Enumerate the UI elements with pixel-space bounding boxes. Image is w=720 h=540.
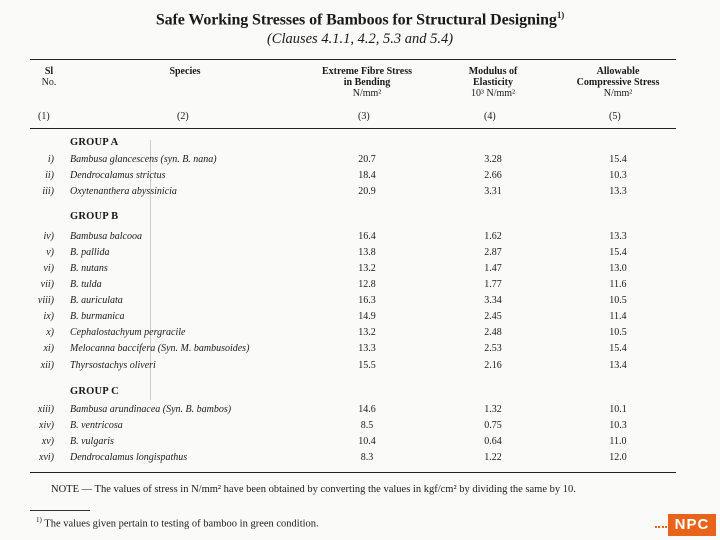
table-row	[0, 404, 720, 420]
row-fibre-stress: 20.9	[358, 186, 376, 197]
column-number-3: (3)	[358, 111, 370, 122]
row-number: i)	[47, 154, 54, 165]
logo-dash	[655, 526, 667, 528]
row-compressive: 10.5	[609, 295, 627, 306]
row-species: B. tulda	[70, 279, 102, 290]
row-number: vi)	[43, 263, 54, 274]
row-fibre-stress: 8.3	[360, 452, 374, 463]
table-subtitle: (Clauses 4.1.1, 4.2, 5.3 and 5.4)	[266, 31, 454, 47]
row-number: xii)	[40, 360, 54, 371]
row-species: Bambusa balcooa	[70, 231, 142, 242]
row-compressive: 13.3	[609, 186, 627, 197]
table-row	[0, 452, 720, 468]
row-modulus: 1.22	[484, 452, 502, 463]
column-number-5: (5)	[609, 111, 621, 122]
row-compressive: 11.4	[609, 311, 627, 322]
row-number: xi)	[43, 343, 54, 354]
table-row	[0, 247, 720, 263]
title-footnote-mark: 1)	[556, 10, 565, 20]
row-modulus: 3.34	[484, 295, 502, 306]
row-fibre-stress: 13.2	[358, 327, 376, 338]
header-rule	[30, 128, 676, 129]
row-number: iv)	[43, 231, 54, 242]
row-compressive: 13.0	[609, 263, 627, 274]
footnote-rule	[30, 510, 90, 511]
footnote-text: The values given pertain to testing of bamboo in green condition.	[44, 518, 319, 530]
row-modulus: 2.16	[484, 360, 502, 371]
row-fibre-stress: 18.4	[358, 170, 376, 181]
footnote	[36, 516, 319, 530]
row-number: xv)	[41, 436, 54, 447]
row-species: Bambusa arundinacea (Syn. B. bambos)	[70, 404, 232, 415]
group-b-heading: GROUP B	[70, 211, 119, 222]
row-modulus: 2.45	[484, 311, 502, 322]
row-species: Oxytenanthera abyssinicia	[70, 186, 177, 197]
row-fibre-stress: 12.8	[358, 279, 376, 290]
row-compressive: 10.5	[609, 327, 627, 338]
header-sl	[38, 66, 60, 88]
row-modulus: 2.66	[484, 170, 502, 181]
row-fibre-stress: 8.5	[360, 420, 374, 431]
row-number: xiv)	[39, 420, 54, 431]
row-number: xvi)	[39, 452, 54, 463]
header-fibre-stress	[300, 66, 434, 99]
header-allow-line1: Allowable	[596, 66, 640, 77]
table-row	[0, 327, 720, 343]
title-text: Safe Working Stresses of Bamboos for Structural Designing	[155, 11, 557, 29]
table-row	[0, 263, 720, 279]
row-number: iii)	[42, 186, 54, 197]
row-fibre-stress: 13.3	[358, 343, 376, 354]
column-number-1: (1)	[38, 111, 50, 122]
row-modulus: 1.62	[484, 231, 502, 242]
top-rule	[30, 59, 676, 60]
row-fibre-stress: 20.7	[358, 154, 376, 165]
group-a-heading: GROUP A	[70, 137, 119, 148]
column-number-4: (4)	[484, 111, 496, 122]
row-species: B. burmanica	[70, 311, 125, 322]
table-row	[0, 436, 720, 452]
row-number: x)	[46, 327, 54, 338]
row-compressive: 12.0	[609, 452, 627, 463]
row-number: ix)	[43, 311, 54, 322]
header-fibre-line2: in Bending	[343, 77, 391, 88]
header-allow-unit: N/mm²	[603, 88, 633, 99]
row-compressive: 15.4	[609, 247, 627, 258]
row-compressive: 13.4	[609, 360, 627, 371]
row-modulus: 3.31	[484, 186, 502, 197]
header-allow-line2: Compressive Stress	[576, 77, 660, 88]
row-modulus: 2.48	[484, 327, 502, 338]
table-note: NOTE — The values of stress in N/mm² have been obtained by converting the values in kgf/cm² by dividing the same by 10.	[51, 484, 576, 495]
header-modulus	[448, 66, 538, 99]
table-row	[0, 295, 720, 311]
row-compressive: 13.3	[609, 231, 627, 242]
row-compressive: 10.3	[609, 170, 627, 181]
row-compressive: 10.1	[609, 404, 627, 415]
row-species: Dendrocalamus longispathus	[70, 452, 188, 463]
row-species: B. pallida	[70, 247, 110, 258]
row-modulus: 1.77	[484, 279, 502, 290]
header-modulus-line1: Modulus of	[468, 66, 518, 77]
table-row	[0, 420, 720, 436]
row-number: ii)	[45, 170, 54, 181]
row-compressive: 15.4	[609, 343, 627, 354]
row-fibre-stress: 13.8	[358, 247, 376, 258]
table-title	[0, 10, 720, 29]
row-number: xiii)	[37, 404, 54, 415]
row-compressive: 11.0	[609, 436, 627, 447]
row-modulus: 2.87	[484, 247, 502, 258]
row-number: viii)	[37, 295, 54, 306]
row-compressive: 15.4	[609, 154, 627, 165]
row-number: vii)	[40, 279, 54, 290]
row-compressive: 11.6	[609, 279, 627, 290]
row-compressive: 10.3	[609, 420, 627, 431]
row-species: Dendrocalamus strictus	[70, 170, 166, 181]
row-species: Melocanna baccifera (Syn. M. bambusoides)	[70, 343, 250, 354]
footnote-mark: 1)	[36, 516, 42, 524]
group-c-heading: GROUP C	[70, 386, 119, 397]
header-modulus-line2: Elasticity	[473, 77, 513, 88]
row-species: Cephalostachyum pergracile	[70, 327, 186, 338]
row-fibre-stress: 16.4	[358, 231, 376, 242]
table-row	[0, 170, 720, 186]
header-no-text: No.	[41, 77, 57, 88]
npc-logo: NPC	[668, 514, 716, 536]
table-row	[0, 154, 720, 170]
row-modulus: 2.53	[484, 343, 502, 354]
bottom-rule	[30, 472, 676, 473]
table-row	[0, 343, 720, 359]
row-modulus: 0.64	[484, 436, 502, 447]
header-compressive	[560, 66, 676, 99]
row-species: B. auriculata	[70, 295, 123, 306]
table-row	[0, 279, 720, 295]
header-fibre-line1: Extreme Fibre Stress	[322, 66, 412, 77]
table-row	[0, 231, 720, 247]
table-row	[0, 311, 720, 327]
header-species	[150, 66, 220, 77]
row-fibre-stress: 14.9	[358, 311, 376, 322]
column-number-2: (2)	[177, 111, 189, 122]
row-fibre-stress: 14.6	[358, 404, 376, 415]
row-fibre-stress: 10.4	[358, 436, 376, 447]
header-modulus-unit: 10³ N/mm²	[470, 88, 516, 99]
header-species-text: Species	[169, 66, 201, 77]
row-fibre-stress: 15.5	[358, 360, 376, 371]
header-fibre-unit: N/mm²	[352, 88, 382, 99]
row-species: Thyrsostachys oliveri	[70, 360, 156, 371]
row-species: Bambusa glancescens (syn. B. nana)	[70, 154, 217, 165]
table-row	[0, 186, 720, 202]
row-fibre-stress: 16.3	[358, 295, 376, 306]
row-modulus: 1.47	[484, 263, 502, 274]
header-sl-text: Sl	[44, 66, 54, 77]
row-modulus: 3.28	[484, 154, 502, 165]
table-row	[0, 360, 720, 376]
row-number: v)	[46, 247, 54, 258]
row-species: B. ventricosa	[70, 420, 123, 431]
row-modulus: 1.32	[484, 404, 502, 415]
row-species: B. nutans	[70, 263, 108, 274]
row-species: B. vulgaris	[70, 436, 114, 447]
row-fibre-stress: 13.2	[358, 263, 376, 274]
row-modulus: 0.75	[484, 420, 502, 431]
